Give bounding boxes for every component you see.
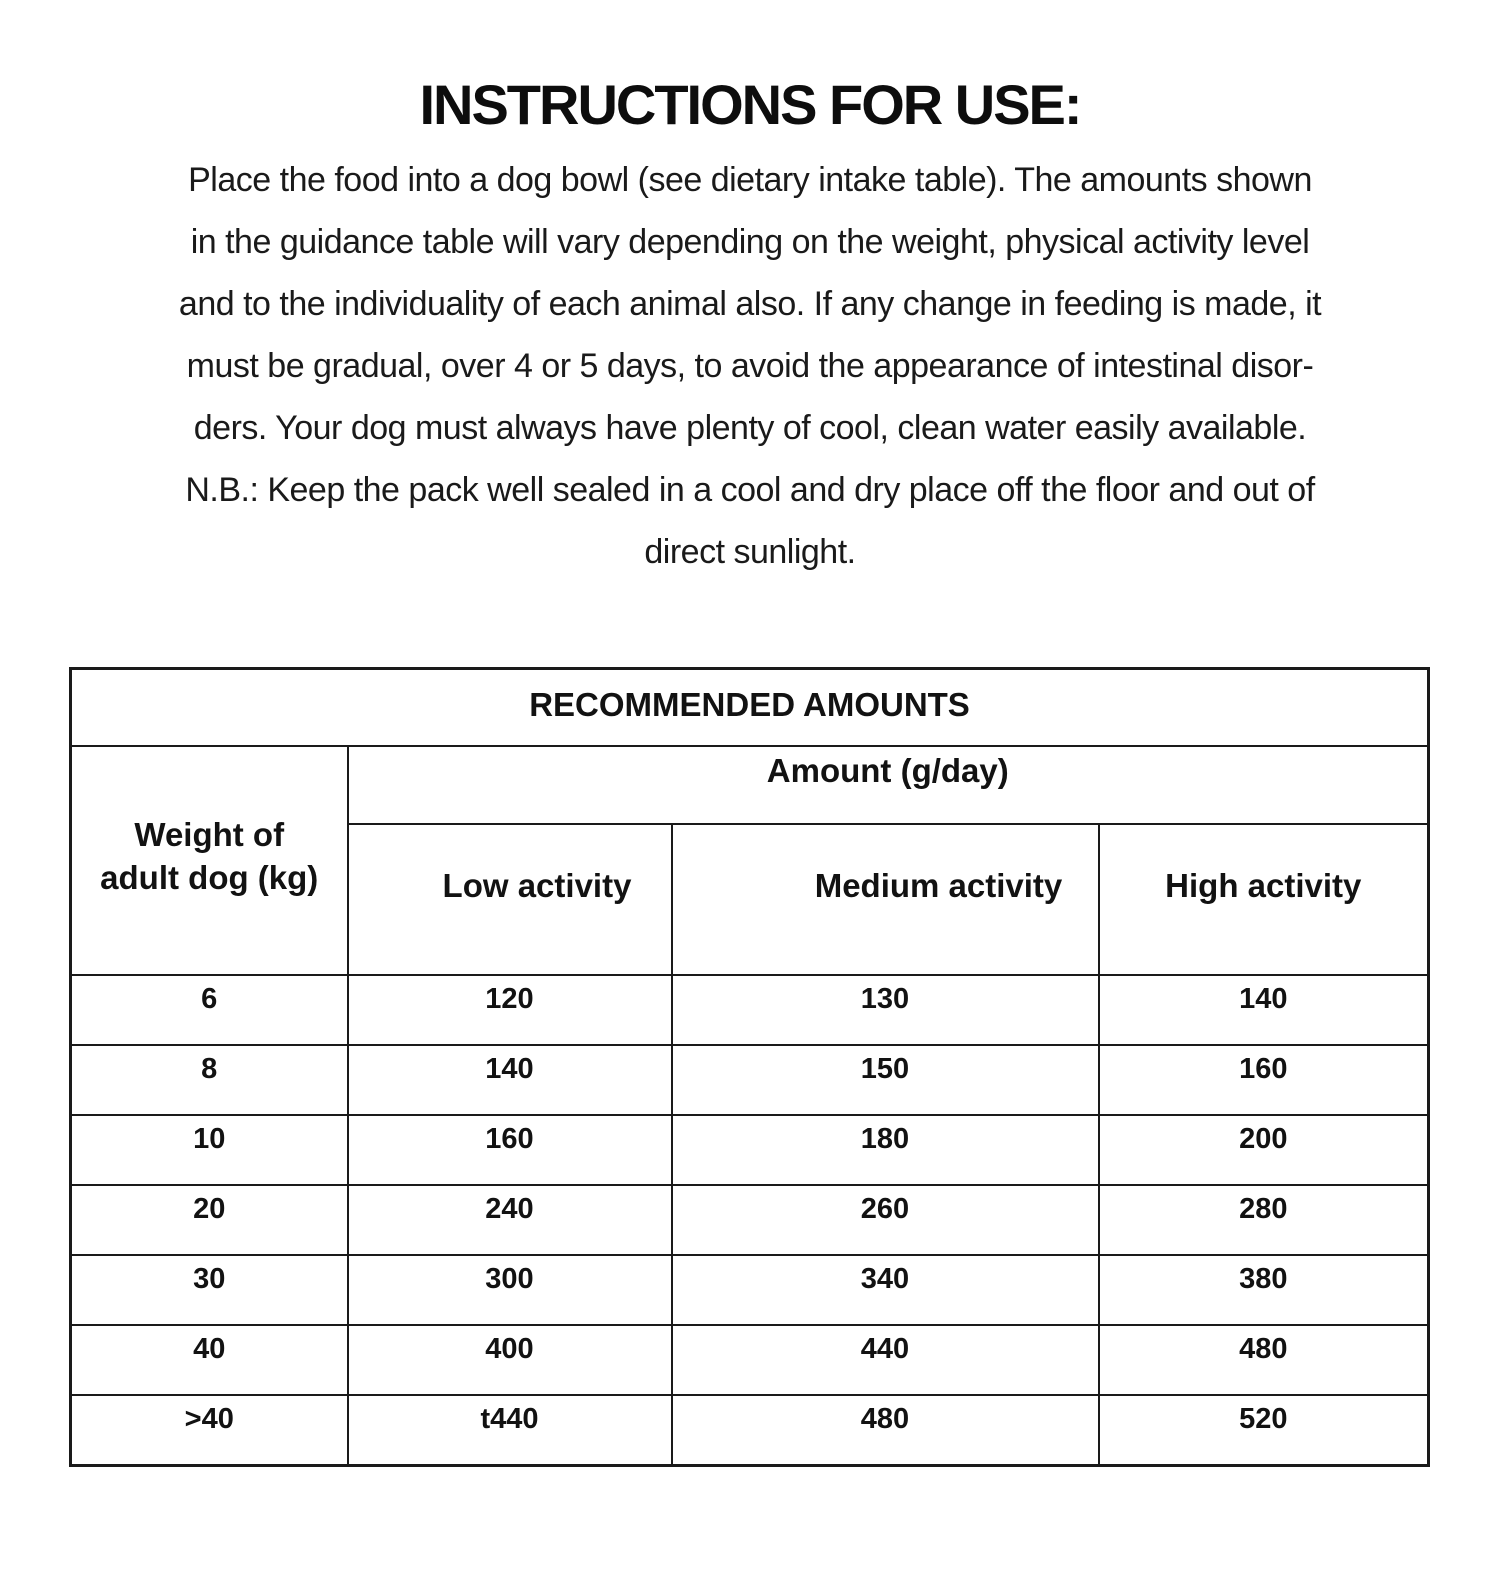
high-activity-cell: 380	[1099, 1255, 1429, 1325]
instructions-document	[0, 73, 1500, 1576]
table-row	[71, 975, 1429, 1045]
medium-activity-cell: 340	[672, 1255, 1099, 1325]
low-activity-cell: 400	[348, 1325, 672, 1395]
table-row	[71, 1255, 1429, 1325]
low-activity-cell: 120	[348, 975, 672, 1045]
medium-activity-cell: 130	[672, 975, 1099, 1045]
medium-activity-cell: 180	[672, 1115, 1099, 1185]
weight-cell: 10	[71, 1115, 348, 1185]
medium-activity-cell: 480	[672, 1395, 1099, 1466]
table-row	[71, 1045, 1429, 1115]
table-row	[71, 1395, 1429, 1466]
weight-cell: 20	[71, 1185, 348, 1255]
weight-header-line2: adult dog (kg)	[100, 858, 319, 896]
high-activity-cell: 520	[1099, 1395, 1429, 1466]
weight-cell: 6	[71, 975, 348, 1045]
weight-cell: 30	[71, 1255, 348, 1325]
table-row	[71, 1115, 1429, 1185]
weight-cell: 40	[71, 1325, 348, 1395]
low-activity-cell: t440	[348, 1395, 672, 1466]
high-activity-cell: 160	[1099, 1045, 1429, 1115]
intro-line: N.B.: Keep the pack well sealed in a cool and dry place off the floor and out of	[185, 470, 1315, 509]
low-activity-cell: 300	[348, 1255, 672, 1325]
low-activity-cell: 240	[348, 1185, 672, 1255]
medium-activity-cell: 440	[672, 1325, 1099, 1395]
intro-line: ders. Your dog must always have plenty of cool, clean water easily available.	[193, 408, 1307, 447]
weight-header-line1: Weight of	[134, 815, 285, 853]
intro-paragraph	[0, 149, 1500, 583]
low-activity-cell: 140	[348, 1045, 672, 1115]
intro-line: direct sunlight.	[644, 532, 856, 571]
low-activity-cell: 160	[348, 1115, 672, 1185]
table-title: RECOMMENDED AMOUNTS	[71, 668, 1429, 746]
intro-line: and to the individuality of each animal also. If any change in feeding is made, it	[178, 284, 1322, 323]
table-title-row	[71, 668, 1429, 746]
high-activity-cell: 200	[1099, 1115, 1429, 1185]
table-row	[71, 1325, 1429, 1395]
intro-line: must be gradual, over 4 or 5 days, to avoid the appearance of intestinal disor-	[186, 346, 1314, 385]
medium-activity-cell: 150	[672, 1045, 1099, 1115]
page-title: INSTRUCTIONS FOR USE:	[419, 73, 1081, 136]
high-activity-cell: 280	[1099, 1185, 1429, 1255]
recommended-amounts-table	[69, 667, 1430, 1467]
high-activity-cell: 140	[1099, 975, 1429, 1045]
high-activity-header: High activity	[1099, 824, 1429, 975]
weight-cell: 8	[71, 1045, 348, 1115]
intro-line: Place the food into a dog bowl (see dietary intake table). The amounts shown	[188, 160, 1312, 199]
high-activity-cell: 480	[1099, 1325, 1429, 1395]
amount-header-row	[71, 746, 1429, 824]
medium-activity-cell: 260	[672, 1185, 1099, 1255]
amount-header: Amount (g/day)	[348, 746, 1429, 824]
medium-activity-header: Medium activity	[672, 824, 1099, 975]
table-row	[71, 1185, 1429, 1255]
intro-line: in the guidance table will vary depending on the weight, physical activity level	[190, 222, 1310, 261]
low-activity-header: Low activity	[348, 824, 672, 975]
weight-cell: >40	[71, 1395, 348, 1466]
weight-column-header	[71, 746, 348, 975]
